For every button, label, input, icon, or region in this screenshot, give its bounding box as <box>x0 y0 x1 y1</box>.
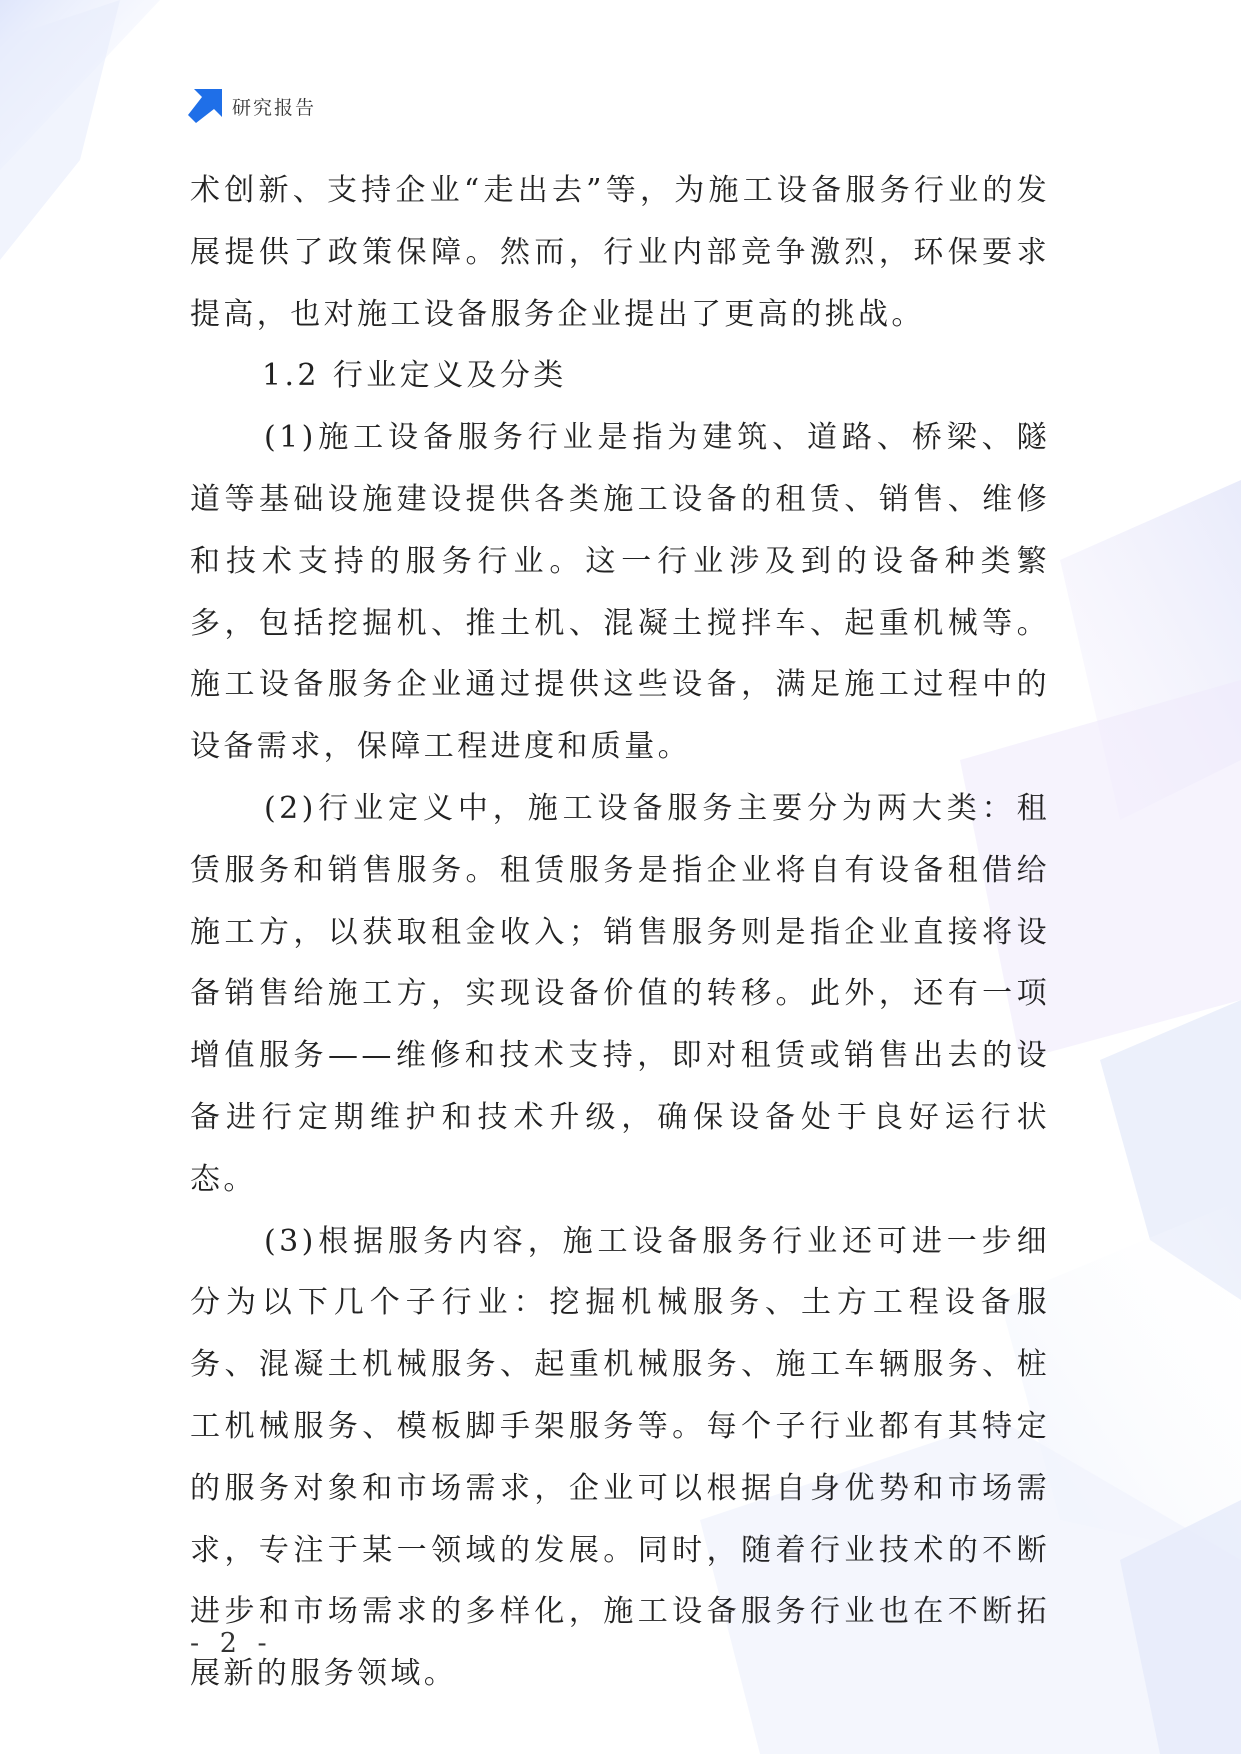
page-number: - 2 - <box>190 1628 273 1659</box>
arrow-up-right-icon <box>188 89 222 123</box>
section-heading: 1.2 行业定义及分类 <box>262 358 567 394</box>
paragraph-continued: 术创新、支持企业“走出去”等，为施工设备服务行业的发展提供了政策保障。然而，行业内部竞争激烈，环保要求提高，也对施工设备服务企业提出了更高的挑战。 <box>190 173 1050 332</box>
document-body <box>190 160 1050 1705</box>
paragraph-1: (1)施工设备服务行业是指为建筑、道路、桥梁、隧道等基础设施建设提供各类施工设备的租赁、销售、维修和技术支持的服务行业。这一行业涉及到的设备种类繁多，包括挖掘机、推土机、混凝土搅拌车、起重机械等。施工设备服务企业通过提供这些设备，满足施工过程中的设备需求，保障工程进度和质量。 <box>190 420 1050 765</box>
paragraph-3: (3)根据服务内容，施工设备服务行业还可进一步细分为以下几个子行业：挖掘机械服务、土方工程设备服务、混凝土机械服务、起重机械服务、施工车辆服务、桩工机械服务、模板脚手架服务等。每个子行业都有其特定的服务对象和市场需求，企业可以根据自身优势和市场需求，专注于某一领域的发展。同时，随着行业技术的不断进步和市场需求的多样化，施工设备服务行业也在不断拓展新的服务领域。 <box>190 1223 1050 1692</box>
page-header <box>188 90 316 122</box>
paragraph-2: (2)行业定义中，施工设备服务主要分为两大类：租赁服务和销售服务。租赁服务是指企业将自有设备租借给施工方，以获取租金收入；销售服务则是指企业直接将设备销售给施工方，实现设备价值的转移。此外，还有一项增值服务——维修和技术支持，即对租赁或销售出去的设备进行定期维护和技术升级，确保设备处于良好运行状态。 <box>190 790 1050 1197</box>
header-title: 研究报告 <box>232 96 317 119</box>
